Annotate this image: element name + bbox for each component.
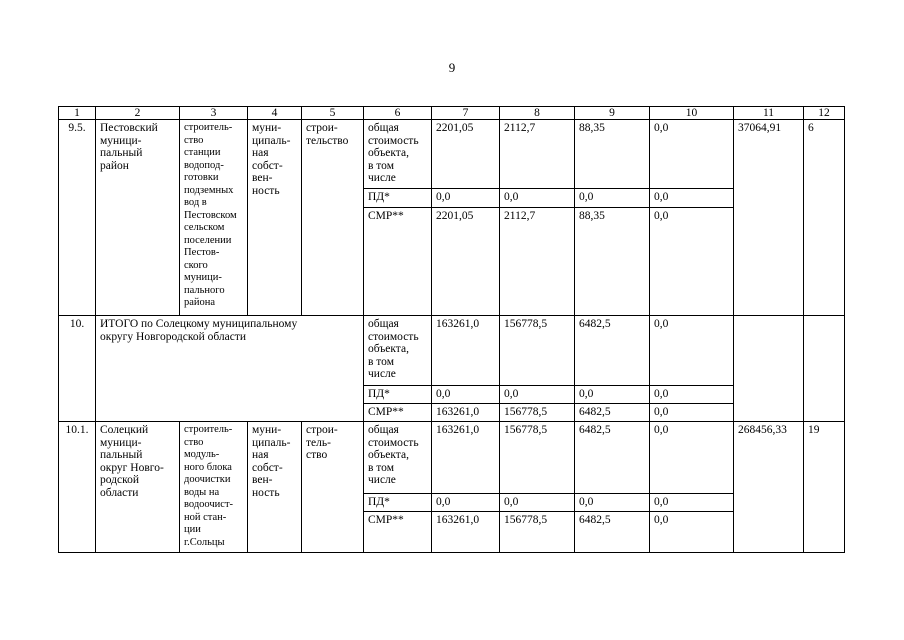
ownership: муни- ципаль- ная собст- вен- ность xyxy=(248,422,302,553)
value-cell: 0,0 xyxy=(432,189,500,208)
value-cell: 0,0 xyxy=(575,386,650,404)
data-table xyxy=(58,106,845,553)
header-cell: 12 xyxy=(804,107,845,120)
value-cell: 0,0 xyxy=(650,316,734,386)
smr-label: СМР** xyxy=(364,208,432,316)
value-cell: 0,0 xyxy=(650,189,734,208)
pd-label: ПД* xyxy=(364,189,432,208)
pd-label: ПД* xyxy=(364,386,432,404)
object-name: строитель- ство станции водопод- готовки подземных вод в Пестовском сельском поселении Пестов- ского муници- пального района xyxy=(180,120,248,316)
value-cell: 0,0 xyxy=(650,422,734,494)
total-label: общая стоимость объекта, в том числе xyxy=(364,422,432,494)
value-cell: 6482,5 xyxy=(575,512,650,553)
value-cell: 0,0 xyxy=(500,494,575,512)
page-number: 9 xyxy=(448,60,456,75)
work-type: строи- тельство xyxy=(302,120,364,316)
value-cell: 156778,5 xyxy=(500,404,575,422)
pd-label: ПД* xyxy=(364,494,432,512)
value-cell: 2112,7 xyxy=(500,120,575,189)
value-cell: 163261,0 xyxy=(432,316,500,386)
empty-cell xyxy=(734,316,804,422)
value-cell: 37064,91 xyxy=(734,120,804,316)
value-cell: 19 xyxy=(804,422,845,553)
value-cell: 268456,33 xyxy=(734,422,804,553)
header-cell: 4 xyxy=(248,107,302,120)
municipality-name: Пестовский муници- пальный район xyxy=(96,120,180,316)
smr-label: СМР** xyxy=(364,404,432,422)
ownership: муни- ципаль- ная собст- вен- ность xyxy=(248,120,302,316)
value-cell: 156778,5 xyxy=(500,422,575,494)
header-cell: 5 xyxy=(302,107,364,120)
total-label: общая стоимость объекта, в том числе xyxy=(364,316,432,386)
value-cell: 0,0 xyxy=(650,404,734,422)
value-cell: 0,0 xyxy=(432,494,500,512)
row-number: 9.5. xyxy=(59,120,96,316)
value-cell: 156778,5 xyxy=(500,316,575,386)
row-number: 10.1. xyxy=(59,422,96,553)
value-cell: 0,0 xyxy=(500,189,575,208)
value-cell: 6 xyxy=(804,120,845,316)
value-cell: 0,0 xyxy=(432,386,500,404)
row-number: 10. xyxy=(59,316,96,422)
header-cell: 9 xyxy=(575,107,650,120)
value-cell: 6482,5 xyxy=(575,404,650,422)
header-cell: 8 xyxy=(500,107,575,120)
value-cell: 0,0 xyxy=(650,208,734,316)
value-cell: 0,0 xyxy=(650,120,734,189)
total-label: общая стоимость объекта, в том числе xyxy=(364,120,432,189)
value-cell: 2201,05 xyxy=(432,120,500,189)
value-cell: 0,0 xyxy=(650,512,734,553)
total-title: ИТОГО по Солецкому муниципальному округу Новгородской области xyxy=(96,316,364,422)
value-cell: 6482,5 xyxy=(575,316,650,386)
object-name: строитель- ство модуль- ного блока доочистки воды на водоочист- ной стан- ции г.Сольцы xyxy=(180,422,248,553)
value-cell: 0,0 xyxy=(575,189,650,208)
work-type: строи- тель- ство xyxy=(302,422,364,553)
header-cell: 2 xyxy=(96,107,180,120)
municipality-name: Солецкий муници- пальный округ Новго- родской области xyxy=(96,422,180,553)
value-cell: 6482,5 xyxy=(575,422,650,494)
header-cell: 1 xyxy=(59,107,96,120)
value-cell: 163261,0 xyxy=(432,404,500,422)
value-cell: 0,0 xyxy=(575,494,650,512)
table-row xyxy=(59,316,845,386)
empty-cell xyxy=(804,316,845,422)
header-cell: 10 xyxy=(650,107,734,120)
value-cell: 88,35 xyxy=(575,208,650,316)
header-cell: 7 xyxy=(432,107,500,120)
value-cell: 0,0 xyxy=(650,494,734,512)
value-cell: 2201,05 xyxy=(432,208,500,316)
smr-label: СМР** xyxy=(364,512,432,553)
header-row xyxy=(59,107,845,120)
value-cell: 88,35 xyxy=(575,120,650,189)
value-cell: 163261,0 xyxy=(432,512,500,553)
table-row xyxy=(59,422,845,494)
value-cell: 163261,0 xyxy=(432,422,500,494)
value-cell: 156778,5 xyxy=(500,512,575,553)
header-cell: 6 xyxy=(364,107,432,120)
value-cell: 0,0 xyxy=(650,386,734,404)
header-cell: 3 xyxy=(180,107,248,120)
header-cell: 11 xyxy=(734,107,804,120)
value-cell: 0,0 xyxy=(500,386,575,404)
table-row xyxy=(59,120,845,189)
value-cell: 2112,7 xyxy=(500,208,575,316)
